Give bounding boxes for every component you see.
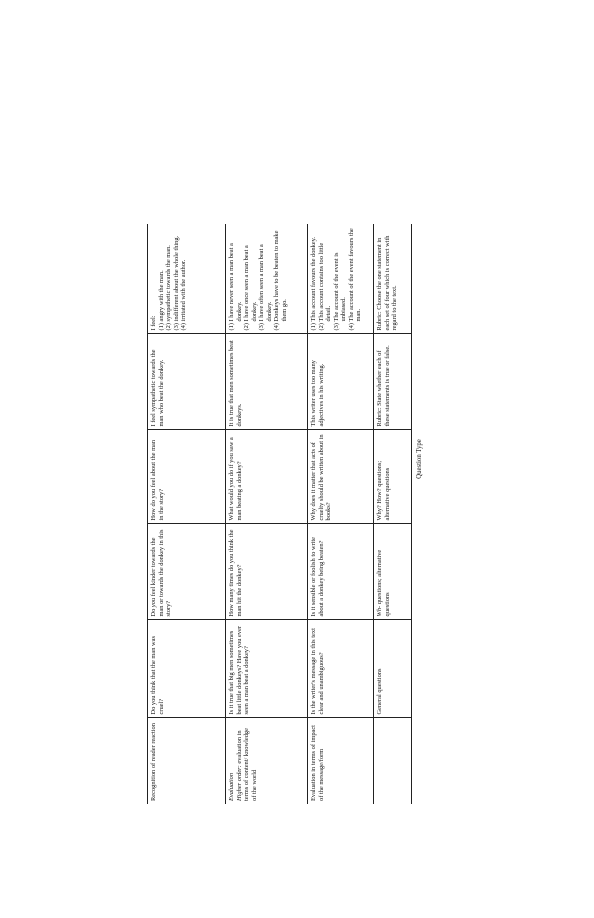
option: (4) Donkeys have to be beaten to make them go. <box>273 230 288 331</box>
option: (3) indifferent about the whole thing. <box>172 235 180 331</box>
cell-wh: Do you feel kinder towards the man or towards the donkey in this story? <box>148 524 226 620</box>
cell-multiple-choice <box>308 224 374 334</box>
cell-truefalse: I feel sympathetic towards the man who beat the donkey. <box>148 334 226 430</box>
table-row <box>148 114 226 804</box>
option: (2) sympathetic towards the man. <box>165 245 173 331</box>
table-row <box>308 114 374 804</box>
table-row <box>226 114 308 804</box>
footer-row <box>374 114 412 804</box>
question-type-table <box>147 114 412 804</box>
multi-options <box>158 227 188 331</box>
cell-truefalse: This writer uses too many adjectives in his writing. <box>308 334 374 430</box>
option: (3) The account of the event is unbiased. <box>332 252 348 331</box>
footer-truefalse: Rubric: State whether each of these statements is true or false. <box>374 334 412 430</box>
cell-why: Why does it matter that acts of cruelty should be written about in books? <box>308 430 374 524</box>
cell-general: Is it true that big men sometimes beat little donkeys? Have you ever seen a man beat a donkey? <box>226 620 308 718</box>
multi-stem: I feel: <box>150 315 157 331</box>
cell-wh: How many times do you think the man hit the donkey? <box>226 524 308 620</box>
option: (1) This account favours the donkey. <box>310 236 317 331</box>
footer-why: Why? How? questions; alternative questions <box>374 430 412 524</box>
row-label: Evaluation in terms of impact of the message/form <box>308 718 374 804</box>
cell-multiple-choice <box>226 224 308 334</box>
option: (4) The account of the event favours the man. <box>347 228 363 331</box>
option: (2) This account contains too little detail. <box>317 242 333 331</box>
axis-caption: Question Type <box>416 439 423 479</box>
option: (1) I have never seen a man beat a donkey. <box>228 243 243 331</box>
cell-multiple-choice <box>148 224 226 334</box>
cell-why: What would you do if you saw a man beating a donkey? <box>226 430 308 524</box>
footer-multiple-choice: Rubric: Choose the one statement in each set of four which is correct with regard to the text. <box>374 224 412 334</box>
footer-general: General questions <box>374 620 412 718</box>
row-label: Recognition of reader reaction <box>148 718 226 804</box>
cell-truefalse: It is true that men sometimes beat donkeys. <box>226 334 308 430</box>
option: (1) angry with the man. <box>157 270 165 331</box>
multi-options <box>310 227 363 331</box>
cell-general: Do you think that the man was cruel? <box>148 620 226 718</box>
footer-wh: Wh- questions; alternative questions <box>374 524 412 620</box>
option: (2) I have once seen a man beat a donkey. <box>243 245 258 331</box>
row-label: Evaluation Higher order: evaluation in terms of content/ knowledge of the world <box>226 718 308 804</box>
option: (4) irritated with the author. <box>180 259 188 331</box>
cell-general: Is the writer's message in this text clear and unambiguous? <box>308 620 374 718</box>
rotated-page <box>147 114 447 804</box>
cell-wh: Is it sensible or foolish to write about a donkey being beaten? <box>308 524 374 620</box>
multi-options <box>228 227 288 331</box>
option: (3) I have often seen a man beat a donkey. <box>258 244 273 331</box>
cell-why: How do you feel about the man in the story? <box>148 430 226 524</box>
